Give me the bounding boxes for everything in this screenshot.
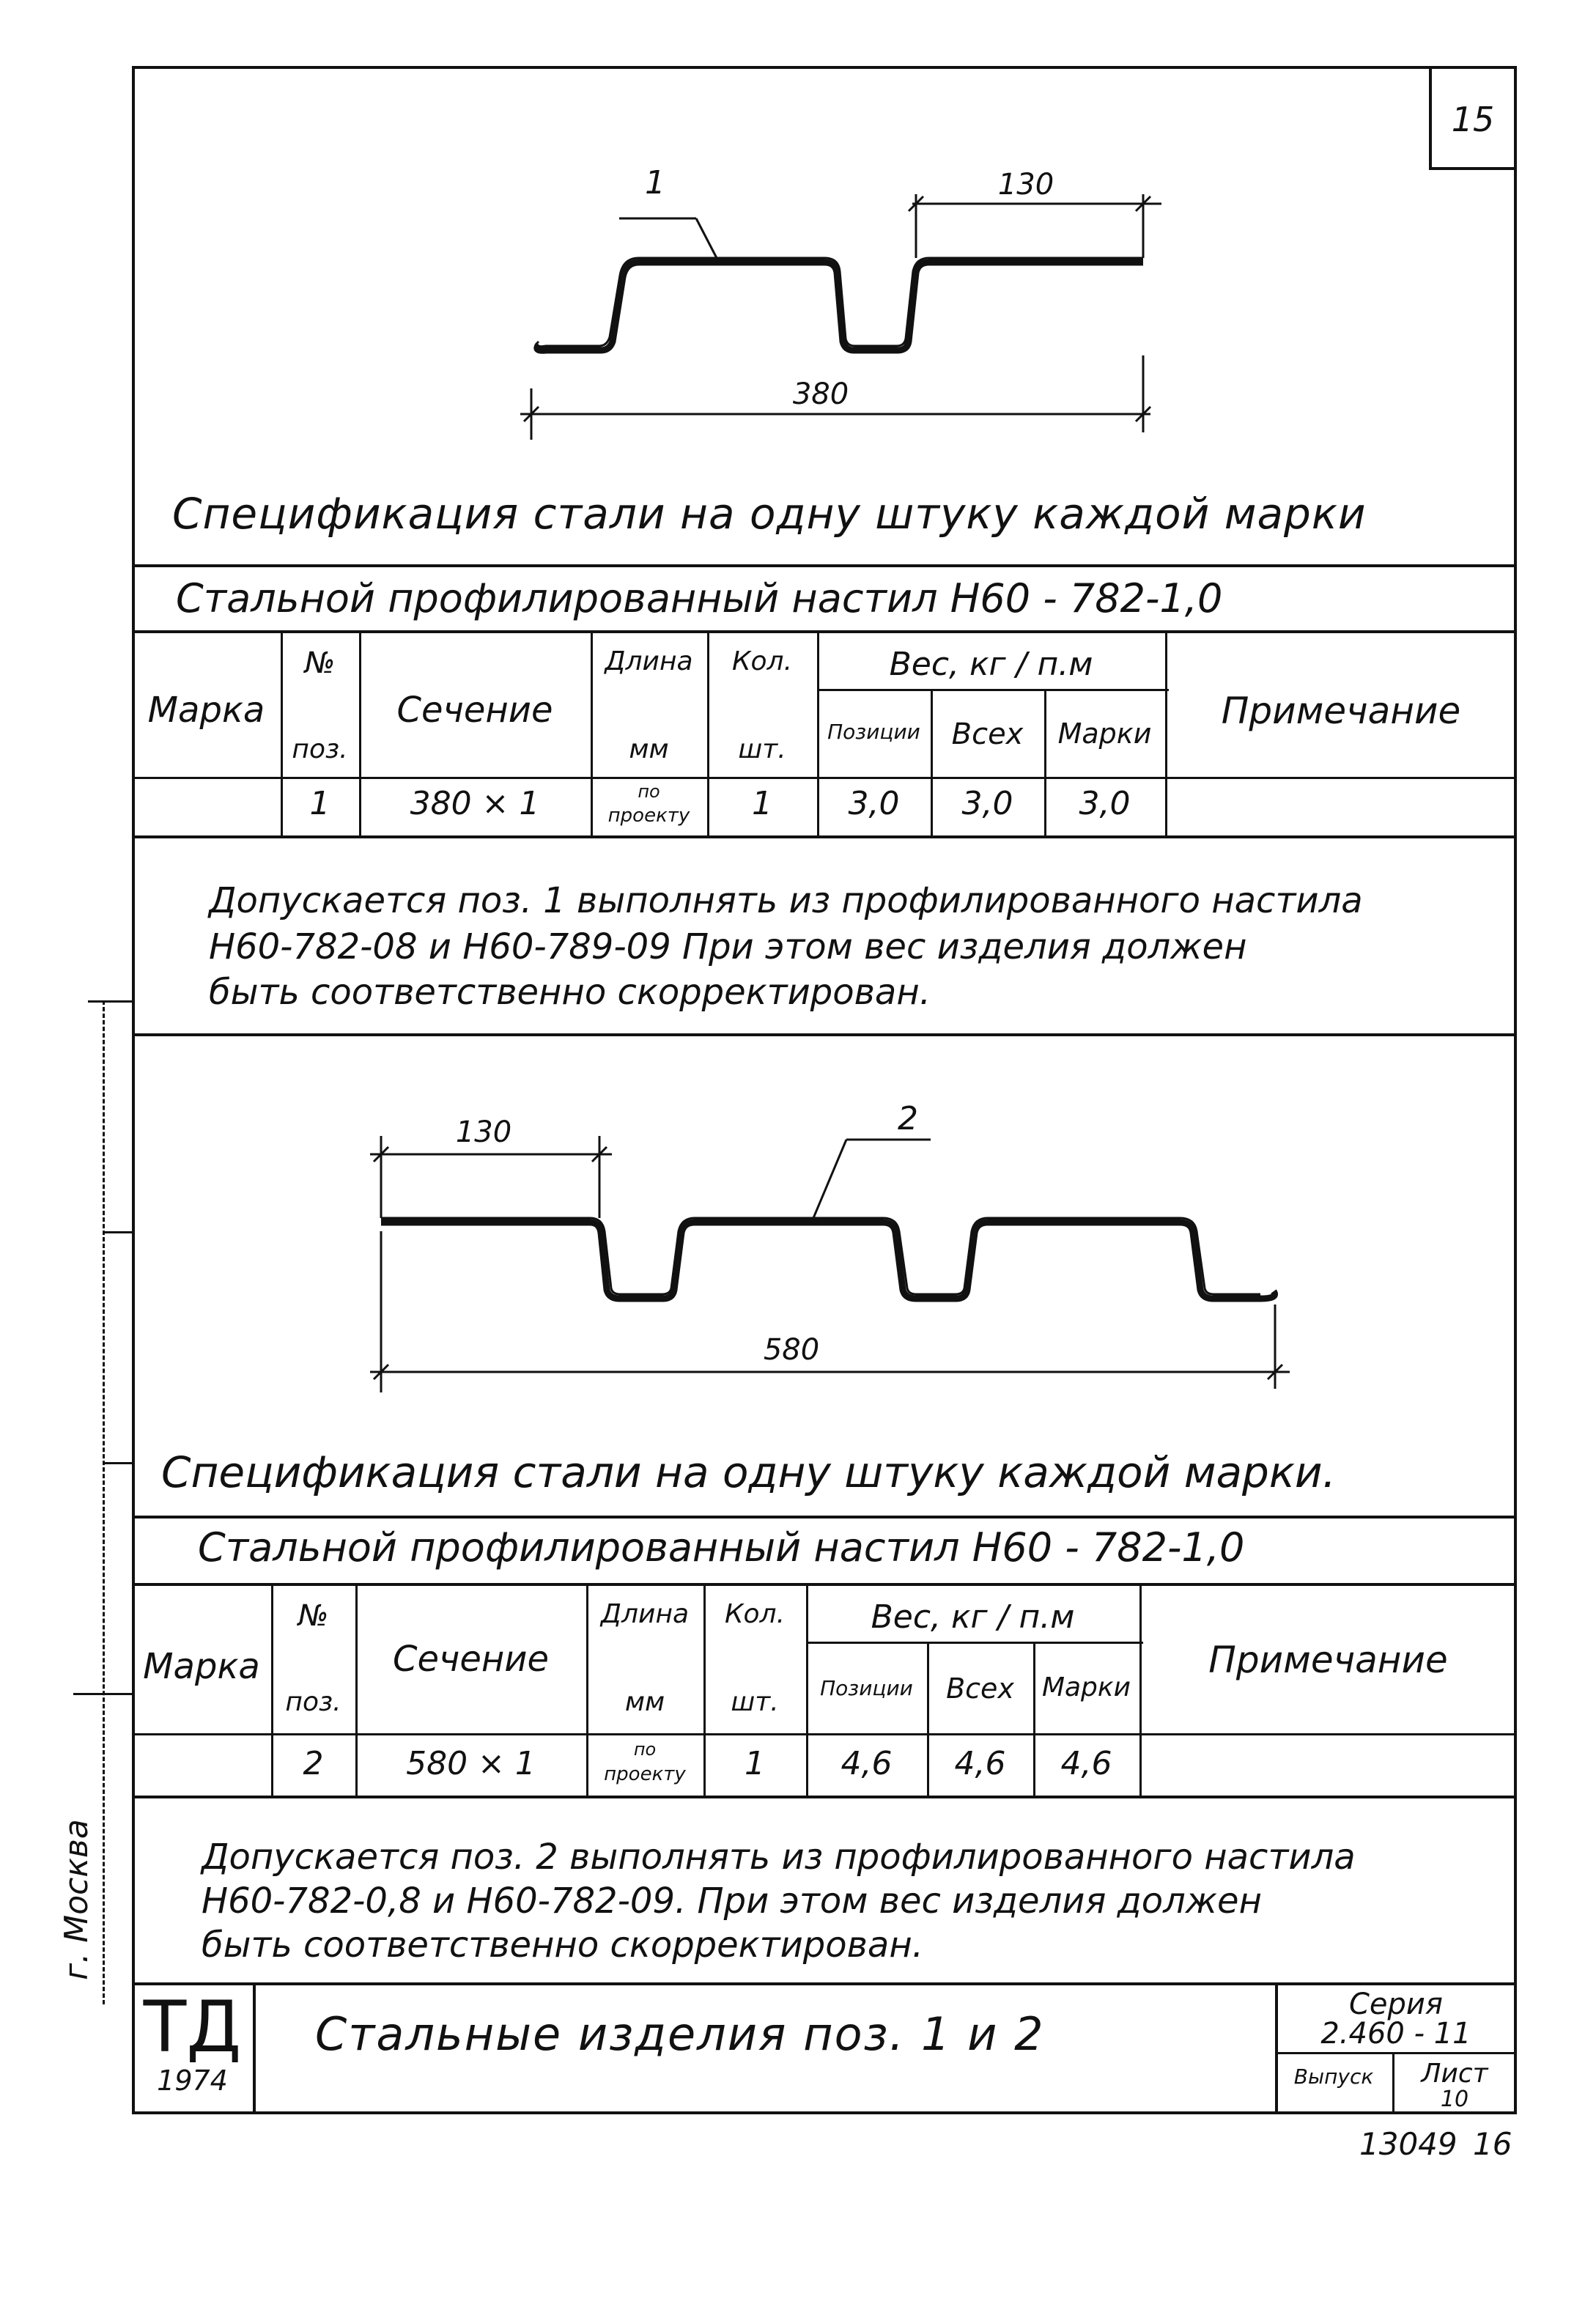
spec2-weight-subrule	[806, 1642, 1143, 1644]
binding-tick-1	[88, 1000, 132, 1003]
title-block-series-rule	[1275, 2052, 1517, 2054]
spec1-col-weight-all: Всех	[951, 717, 1024, 751]
sheet-value: 10	[1440, 2086, 1469, 2112]
spec2-col-mark: Марка	[143, 1646, 260, 1687]
spec1-cell-section: 380 × 1	[410, 785, 540, 822]
spec2-cell-weight-pos: 4,6	[841, 1745, 893, 1782]
binding-tick-2	[103, 1231, 132, 1233]
spec1-col-section: Сечение	[396, 690, 553, 731]
binding-margin-line	[103, 1000, 105, 2004]
spec1-cell-pos: 1	[309, 785, 330, 822]
spec1-col-weight-group: Вес, кг / п.м	[889, 646, 1093, 683]
drawing-title: Стальные изделия поз. 1 и 2	[315, 2007, 1045, 2061]
series-label: Серия	[1349, 1988, 1443, 2021]
spec2-header-rule	[132, 1583, 1517, 1586]
spec2-note-line-2: Н60-782-0,8 и Н60-782-09. При этом вес изделия должен	[202, 1881, 1262, 1922]
spec1-col-length-top: Длина	[605, 646, 693, 676]
spec1-col-pos-bottom: поз.	[292, 734, 348, 764]
archive-number: 13049	[1359, 2126, 1458, 2162]
spec2-cell-pos: 2	[303, 1745, 324, 1782]
spec2-note-line-3: быть соответственно скорректирован.	[202, 1925, 923, 1966]
spec1-heading: Спецификация стали на одну штуку каждой марки	[172, 489, 1367, 539]
spec1-subheading: Стальной профилированный настил Н60 - 782-1,0	[176, 575, 1223, 621]
spec1-note-line-1: Допускается поз. 1 выполнять из профилированного настила	[209, 880, 1363, 921]
spec2-col-weight-all: Всех	[946, 1672, 1014, 1705]
spec2-heading: Спецификация стали на одну штуку каждой марки.	[161, 1447, 1337, 1497]
series-value: 2.460 - 11	[1320, 2017, 1471, 2051]
dim-130-drawing-2: 130	[455, 1115, 512, 1149]
spec2-col-section: Сечение	[392, 1639, 550, 1680]
spec2-cell-weight-mark: 4,6	[1060, 1745, 1112, 1782]
spec1-cell-qty: 1	[752, 785, 772, 822]
spec1-col-weight-pos: Позиции	[827, 720, 920, 744]
issue-label: Выпуск	[1293, 2064, 1374, 2089]
spec2-cell-length-bottom: проекту	[604, 1763, 686, 1785]
spec2-col-note: Примечание	[1208, 1639, 1448, 1681]
spec1-col-mark: Марка	[147, 690, 265, 731]
callout-2: 2	[898, 1100, 918, 1137]
dim-580: 580	[763, 1333, 820, 1367]
spec1-cell-weight-all: 3,0	[961, 785, 1013, 822]
dim-130-drawing-1: 130	[997, 168, 1054, 202]
spec1-note-line-3: быть соответственно скорректирован.	[209, 972, 931, 1013]
spec2-col-length-bottom: мм	[624, 1687, 665, 1717]
spec1-col-pos-top: №	[304, 646, 336, 680]
sheet-label: Лист	[1421, 2059, 1488, 2089]
title-year: 1974	[157, 2064, 228, 2097]
spec1-cell-length-top: по	[638, 781, 660, 802]
spec2-subheading: Стальной профилированный настил Н60 - 782-1,0	[198, 1524, 1245, 1571]
binding-tick-4	[73, 1693, 132, 1695]
title-block-top	[132, 1982, 1517, 1985]
spec2-cell-qty: 1	[745, 1745, 765, 1782]
spec2-cell-length-top: по	[633, 1739, 657, 1760]
spec2-col-sep-8	[1139, 1583, 1142, 1796]
spec2-cell-section: 580 × 1	[406, 1745, 536, 1782]
spec1-cell-weight-mark: 3,0	[1079, 785, 1131, 822]
spec2-col-weight-group: Вес, кг / п.м	[871, 1598, 1075, 1636]
spec1-col-weight-mark: Марки	[1057, 717, 1152, 750]
org-logo: ТД	[143, 1986, 242, 2068]
callout-1: 1	[645, 164, 665, 202]
spec2-note-line-1: Допускается поз. 2 выполнять из профилированного настила	[202, 1837, 1356, 1878]
spec2-cell-weight-all: 4,6	[954, 1745, 1006, 1782]
spec2-col-weight-mark: Марки	[1041, 1672, 1131, 1702]
binding-tick-3	[103, 1462, 132, 1464]
spec2-row-bottom	[132, 1796, 1517, 1798]
spec2-col-length-top: Длина	[600, 1599, 690, 1629]
spec2-col-pos-bottom: поз.	[285, 1687, 341, 1717]
spec1-col-note: Примечание	[1221, 690, 1461, 732]
side-stamp-city: г. Москва	[58, 1819, 95, 1980]
spec2-col-weight-pos: Позиции	[820, 1676, 913, 1700]
spec1-cell-length-bottom: проекту	[607, 805, 690, 827]
spec2-col-qty-bottom: шт.	[731, 1687, 779, 1717]
spec1-col-qty-bottom: шт.	[738, 734, 786, 764]
spec2-col-pos-top: №	[298, 1599, 329, 1633]
spec1-col-qty-top: Кол.	[731, 646, 793, 676]
spec2-row-top	[132, 1733, 1517, 1735]
dim-380: 380	[792, 377, 849, 411]
title-block-sep-1	[253, 1982, 256, 2114]
spec2-col-qty-top: Кол.	[724, 1599, 786, 1629]
spec2-top-rule	[132, 1516, 1517, 1519]
spec1-col-length-bottom: мм	[629, 734, 669, 764]
spec1-note-line-2: Н60-782-08 и Н60-789-09 При этом вес изделия должен	[209, 926, 1247, 967]
footer-page-number: 16	[1473, 2126, 1512, 2162]
spec1-cell-weight-pos: 3,0	[848, 785, 900, 822]
profile-2-outline	[381, 1222, 1275, 1299]
page-number: 15	[1451, 100, 1495, 139]
